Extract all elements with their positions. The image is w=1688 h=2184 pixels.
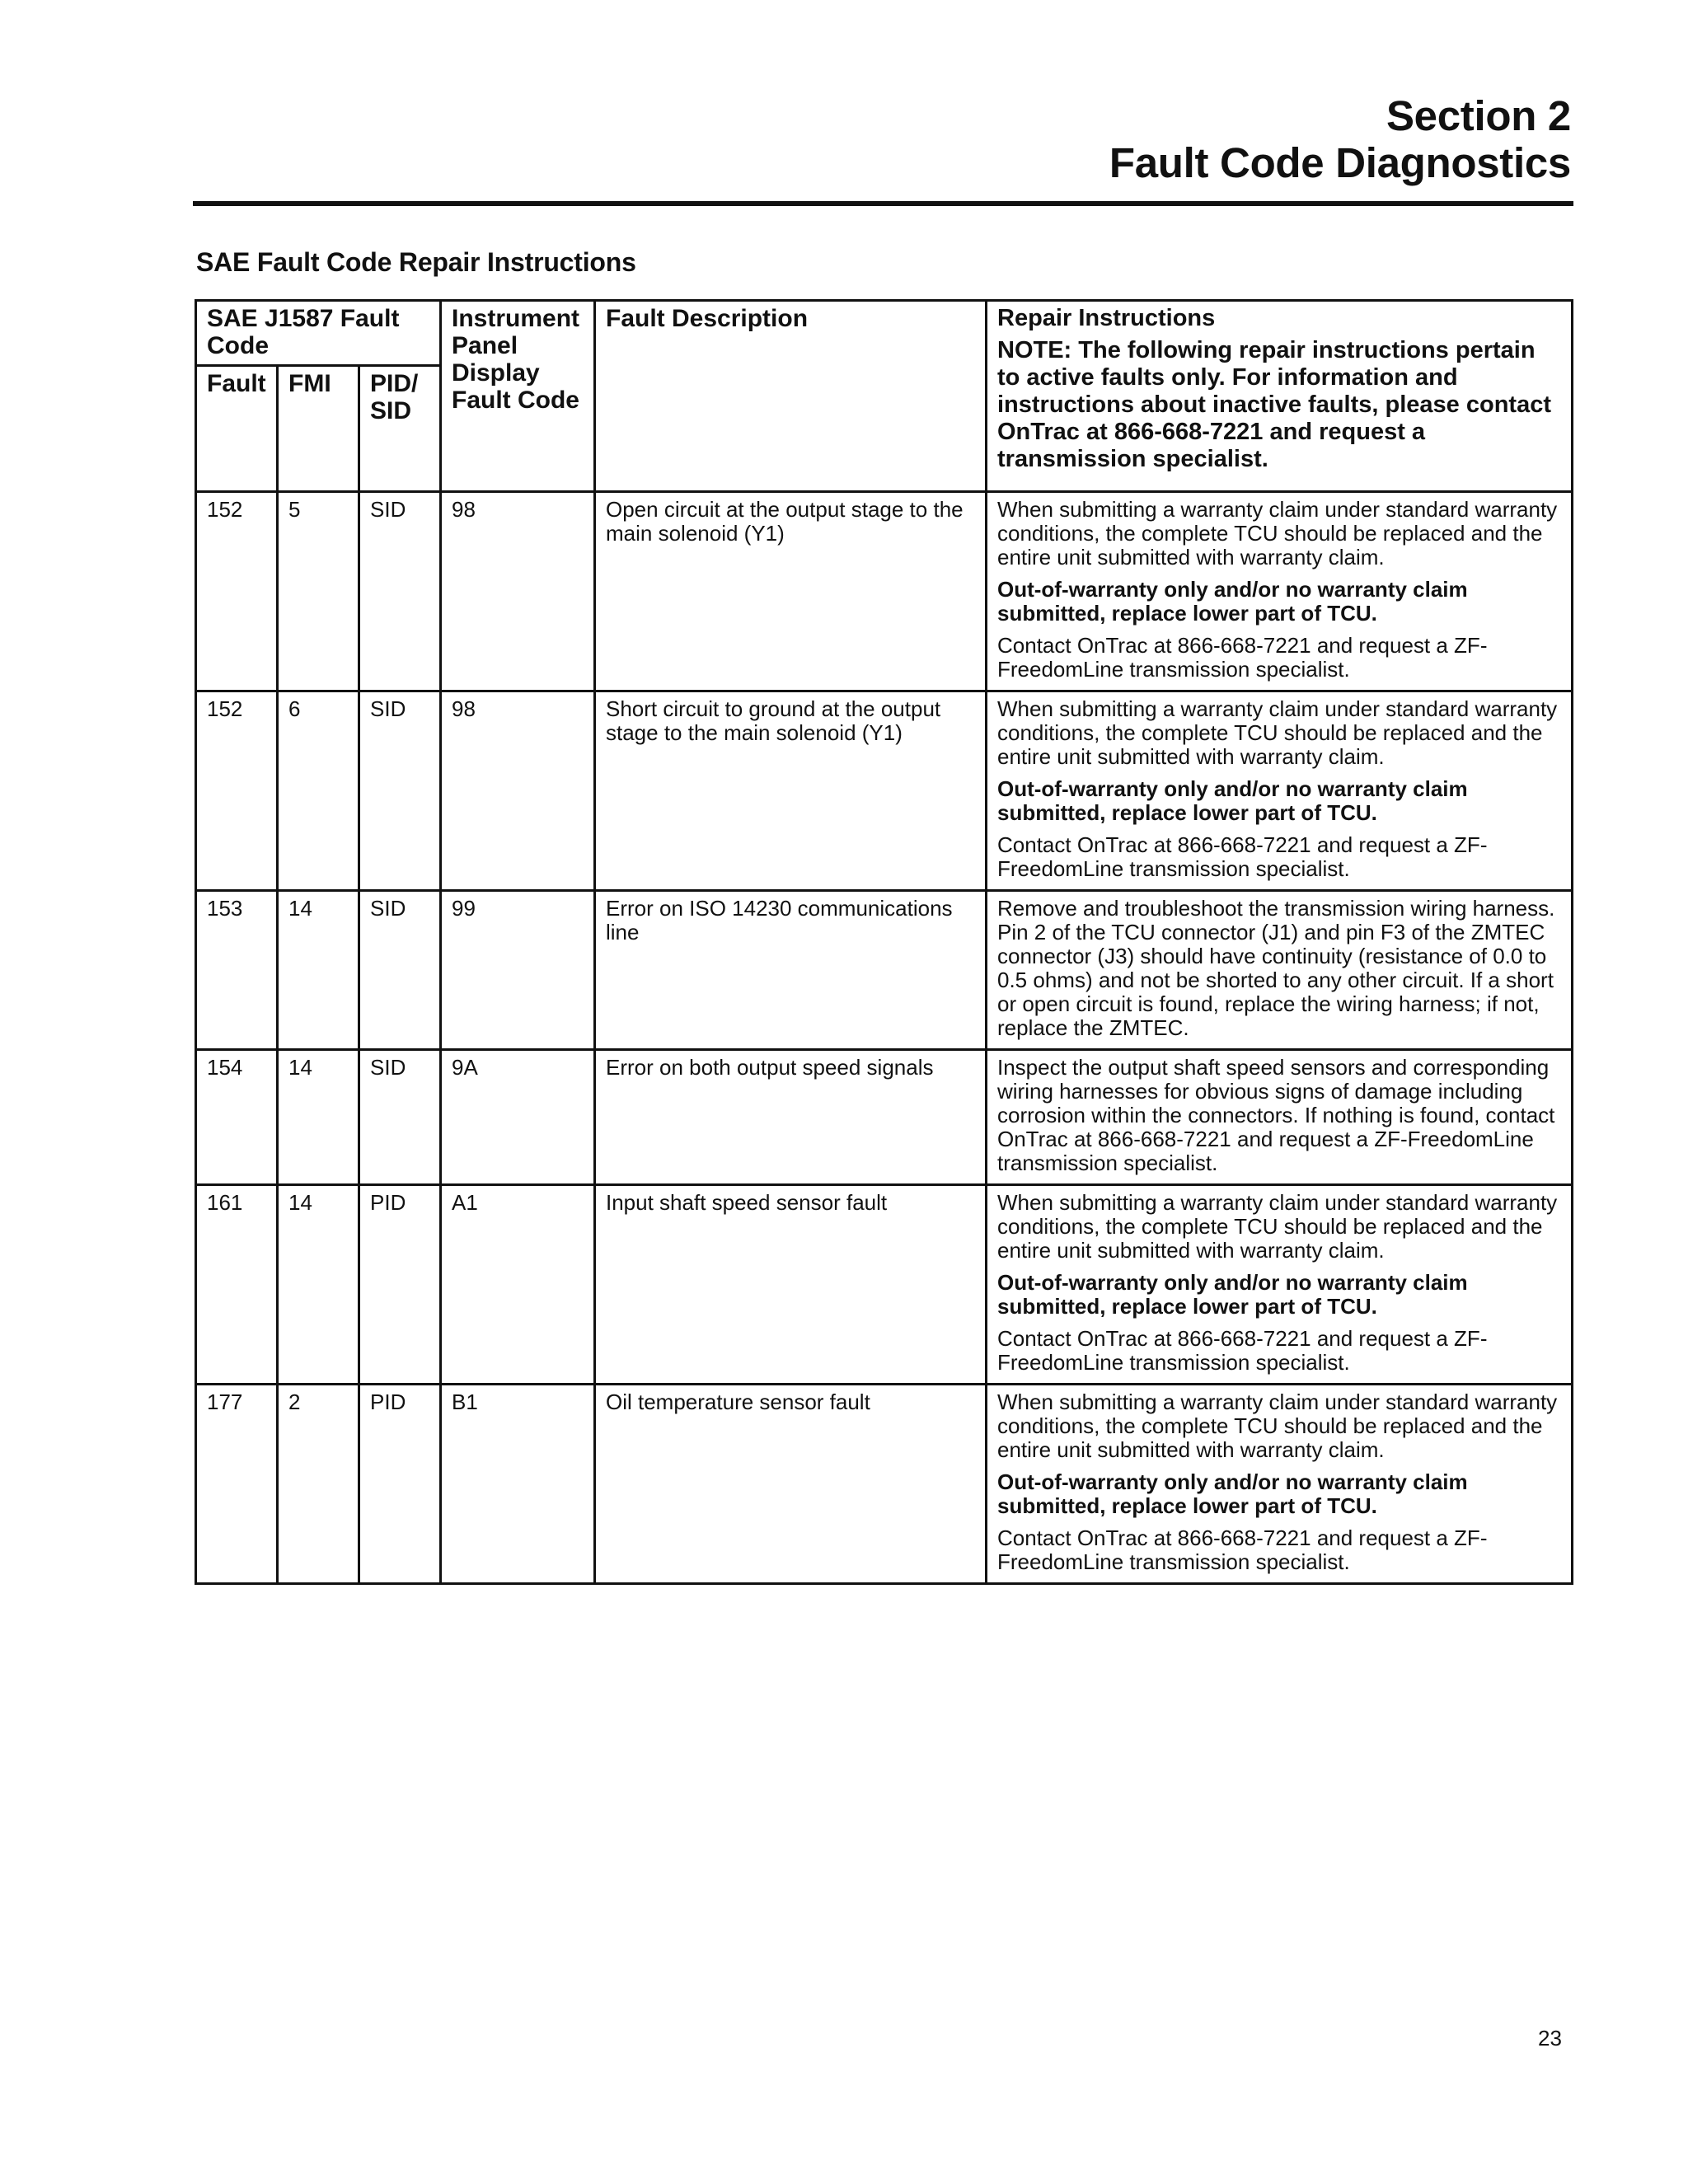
table-row [196, 1185, 1573, 1385]
cell-fault: 161 [196, 1185, 278, 1385]
repair-paragraph: When submitting a warranty claim under standard warranty conditions, the complete TCU should be replaced and the entire unit submitted with warranty claim. [997, 1190, 1558, 1263]
cell-fault-description: Error on ISO 14230 communications line [595, 891, 987, 1050]
repair-paragraph: Contact OnTrac at 866-668-7221 and request a ZF-FreedomLine transmission specialist. [997, 1526, 1488, 1574]
cell-fault: 177 [196, 1385, 278, 1584]
cell-fault: 152 [196, 492, 278, 691]
cell-fault-description: Open circuit at the output stage to the main solenoid (Y1) [595, 492, 987, 691]
table-body [196, 492, 1573, 1584]
repair-paragraph: Out-of-warranty only and/or no warranty claim submitted, replace lower part of TCU. [997, 776, 1468, 825]
table-row [196, 691, 1573, 891]
header-fault: Fault [196, 366, 278, 492]
cell-display-code: B1 [441, 1385, 595, 1584]
table-row [196, 1385, 1573, 1584]
section-title-line1: Section 2 [1386, 92, 1571, 139]
cell-fmi: 5 [278, 492, 359, 691]
section-header [195, 92, 1571, 186]
cell-pid-sid: SID [359, 492, 441, 691]
cell-repair-instructions [987, 891, 1573, 1050]
cell-display-code: A1 [441, 1185, 595, 1385]
cell-pid-sid: SID [359, 691, 441, 891]
cell-display-code: 98 [441, 691, 595, 891]
repair-paragraph: Remove and troubleshoot the transmission wiring harness. Pin 2 of the TCU connector (J1) and pin F3 of the ZMTEC connector (J3) should have continuity (resistance of 0.0 to 0.5 ohms) and not be shorted to any other circuit. If a short or open circuit is found, replace the wiring harness; if not, replace the ZMTEC. [997, 896, 1555, 1040]
repair-paragraph: Out-of-warranty only and/or no warranty claim submitted, replace lower part of TCU. [997, 1469, 1468, 1518]
page-number: 23 [1538, 2026, 1562, 2050]
page-subtitle: SAE Fault Code Repair Instructions [196, 247, 636, 277]
cell-repair-instructions [987, 1050, 1573, 1185]
repair-paragraph: When submitting a warranty claim under standard warranty conditions, the complete TCU should be replaced and the entire unit submitted with warranty claim. [997, 1390, 1558, 1462]
repair-paragraph: Contact OnTrac at 866-668-7221 and request a ZF-FreedomLine transmission specialist. [997, 633, 1488, 682]
cell-fault: 152 [196, 691, 278, 891]
header-repair-instructions [987, 301, 1573, 492]
cell-pid-sid: PID [359, 1385, 441, 1584]
table-row [196, 1050, 1573, 1185]
header-instrument-panel-code: Instrument Panel Display Fault Code [441, 301, 595, 492]
cell-display-code: 98 [441, 492, 595, 691]
cell-fault-description: Short circuit to ground at the output stage to the main solenoid (Y1) [595, 691, 987, 891]
repair-paragraph: When submitting a warranty claim under standard warranty conditions, the complete TCU should be replaced and the entire unit submitted with warranty claim. [997, 497, 1558, 569]
table-row [196, 891, 1573, 1050]
cell-fmi: 14 [278, 1050, 359, 1185]
cell-fault-description: Error on both output speed signals [595, 1050, 987, 1185]
repair-paragraph: Contact OnTrac at 866-668-7221 and request a ZF-FreedomLine transmission specialist. [997, 1326, 1488, 1375]
table-row [196, 492, 1573, 691]
cell-fmi: 6 [278, 691, 359, 891]
cell-fault-description: Input shaft speed sensor fault [595, 1185, 987, 1385]
cell-pid-sid: SID [359, 891, 441, 1050]
fault-code-table [195, 299, 1573, 1585]
cell-pid-sid: SID [359, 1050, 441, 1185]
repair-paragraph: When submitting a warranty claim under standard warranty conditions, the complete TCU should be replaced and the entire unit submitted with warranty claim. [997, 696, 1558, 769]
cell-repair-instructions [987, 492, 1573, 691]
cell-repair-instructions [987, 1185, 1573, 1385]
cell-fault: 153 [196, 891, 278, 1050]
header-fault-description: Fault Description [595, 301, 987, 492]
cell-fault-description: Oil temperature sensor fault [595, 1385, 987, 1584]
cell-fmi: 14 [278, 1185, 359, 1385]
table-header-row-1 [196, 301, 1573, 366]
header-rule [193, 201, 1573, 206]
cell-display-code: 9A [441, 1050, 595, 1185]
cell-pid-sid: PID [359, 1185, 441, 1385]
header-pid-sid: PID/ SID [359, 366, 441, 492]
cell-repair-instructions [987, 691, 1573, 891]
repair-paragraph: Contact OnTrac at 866-668-7221 and request a ZF-FreedomLine transmission specialist. [997, 832, 1488, 881]
repair-paragraph: Out-of-warranty only and/or no warranty claim submitted, replace lower part of TCU. [997, 577, 1468, 626]
cell-fault: 154 [196, 1050, 278, 1185]
cell-fmi: 14 [278, 891, 359, 1050]
section-title-line2: Fault Code Diagnostics [1109, 139, 1571, 186]
cell-fmi: 2 [278, 1385, 359, 1584]
header-sae-j1587-group: SAE J1587 Fault Code [196, 301, 441, 366]
cell-repair-instructions [987, 1385, 1573, 1584]
repair-instructions-note: NOTE: The following repair instructions pertain to active faults only. For information and instructions about inactive faults, please contact OnTrac at 866-668-7221 and request a transmission specialist. [997, 337, 1551, 472]
repair-paragraph: Inspect the output shaft speed sensors and corresponding wiring harnesses for obvious signs of damage including corrosion within the connectors. If nothing is found, contact OnTrac at 866-668-7221 and request a ZF-FreedomLine transmission specialist. [997, 1055, 1555, 1175]
repair-paragraph: Out-of-warranty only and/or no warranty claim submitted, replace lower part of TCU. [997, 1270, 1468, 1319]
header-fmi: FMI [278, 366, 359, 492]
repair-instructions-title: Repair Instructions [997, 305, 1216, 331]
cell-display-code: 99 [441, 891, 595, 1050]
